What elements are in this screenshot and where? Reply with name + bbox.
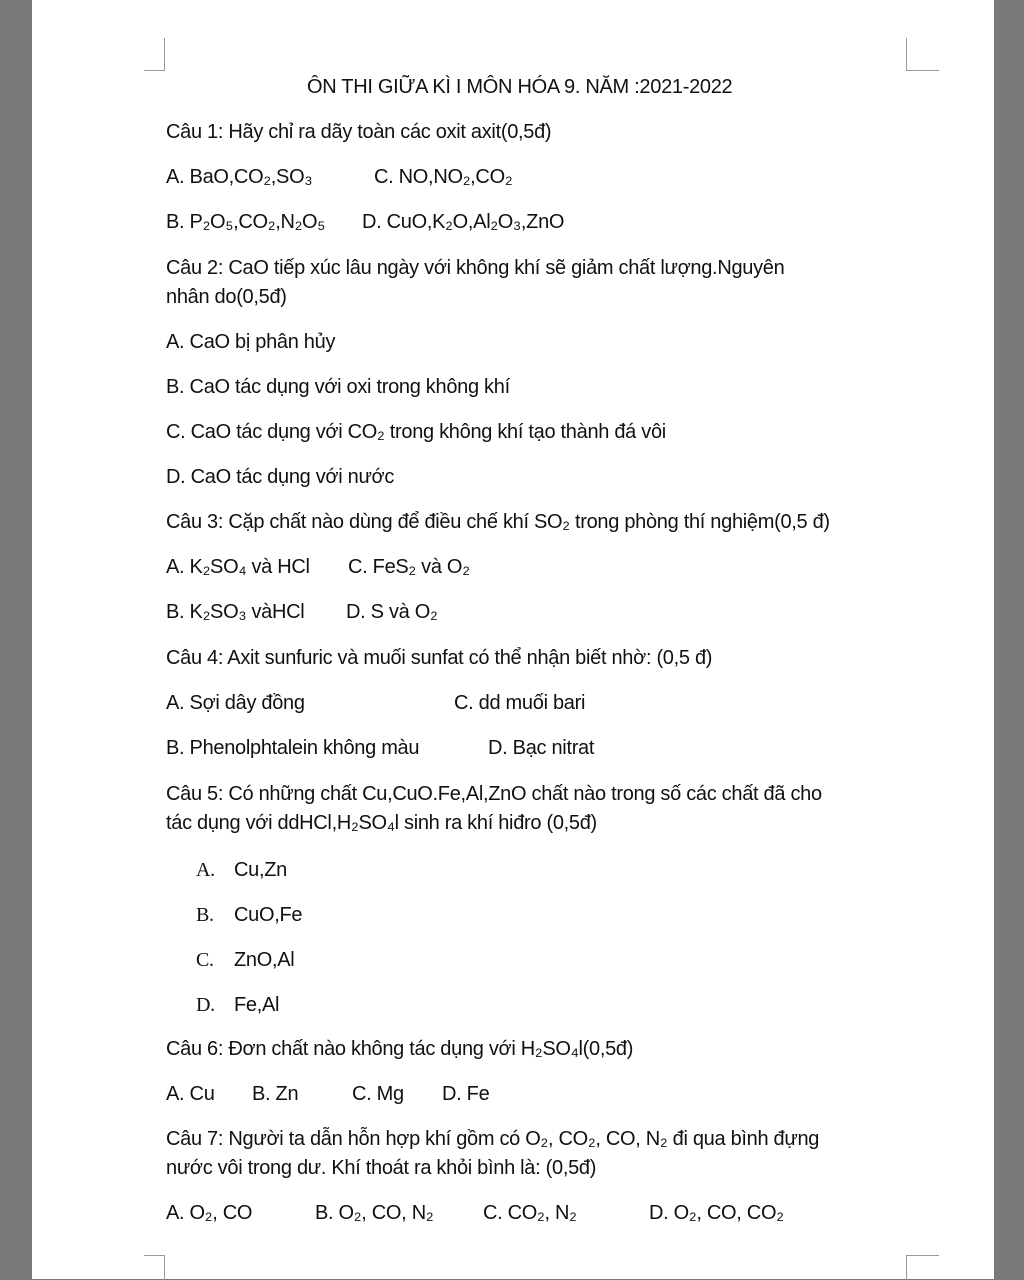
question-1-option-a: A. BaO,CO₂,SO₃ [166, 166, 313, 188]
question-5-option-d-label: D. [196, 994, 215, 1016]
question-6-option-c: C. Mg [352, 1083, 404, 1105]
question-6-option-d: D. Fe [442, 1083, 490, 1105]
question-3-option-c: C. FeS₂ và O₂ [348, 556, 470, 578]
question-1-option-c: C. NO,NO₂,CO₂ [374, 166, 513, 188]
question-3-option-d: D. S và O₂ [346, 601, 438, 623]
question-7-option-d: D. O₂, CO, CO₂ [649, 1202, 784, 1224]
question-5-option-a: Cu,Zn [234, 859, 287, 881]
question-7-option-c: C. CO₂, N₂ [483, 1202, 577, 1224]
question-5-option-c: ZnO,Al [234, 949, 295, 971]
question-5-option-b-label: B. [196, 904, 214, 926]
question-7-prompt-line-1: Câu 7: Người ta dẫn hỗn hợp khí gồm có O₂, CO₂, CO, N₂ đi qua bình đựng [166, 1128, 820, 1150]
question-6-prompt: Câu 6: Đơn chất nào không tác dụng với H₂SO₄l(0,5đ) [166, 1038, 634, 1060]
question-5-option-d: Fe,Al [234, 994, 280, 1016]
question-2-option-b: B. CaO tác dụng với oxi trong không khí [166, 376, 510, 398]
question-2-prompt-line-1: Câu 2: CaO tiếp xúc lâu ngày với không khí sẽ giảm chất lượng.Nguyên [166, 257, 785, 279]
question-1-prompt: Câu 1: Hãy chỉ ra dãy toàn các oxit axit(0,5đ) [166, 121, 552, 143]
question-6-option-b: B. Zn [252, 1083, 299, 1105]
question-2-option-a: A. CaO bị phân hủy [166, 331, 336, 353]
crop-mark-top-left [144, 38, 165, 71]
question-1-option-d: D. CuO,K₂O,Al₂O₃,ZnO [362, 211, 565, 233]
question-7-option-a: A. O₂, CO [166, 1202, 253, 1224]
question-3-option-b: B. K₂SO₃ vàHCl [166, 601, 305, 623]
question-7-prompt-line-2: nước vôi trong dư. Khí thoát ra khỏi bình là: (0,5đ) [166, 1157, 597, 1179]
question-2-prompt-line-2: nhân do(0,5đ) [166, 286, 287, 308]
crop-mark-bottom-right [906, 1255, 939, 1280]
document-page [32, 0, 994, 1279]
crop-mark-bottom-left [144, 1255, 165, 1280]
question-1-option-b: B. P₂O₅,CO₂,N₂O₅ [166, 211, 326, 233]
question-5-option-b: CuO,Fe [234, 904, 303, 926]
question-2-option-d: D. CaO tác dụng với nước [166, 466, 395, 488]
question-4-option-a: A. Sợi dây đồng [166, 692, 305, 714]
question-4-option-b: B. Phenolphtalein không màu [166, 737, 420, 759]
question-4-prompt: Câu 4: Axit sunfuric và muối sunfat có thể nhận biết nhờ: (0,5 đ) [166, 647, 713, 669]
question-5-option-c-label: C. [196, 949, 214, 971]
question-5-prompt-line-1: Câu 5: Có những chất Cu,CuO.Fe,Al,ZnO chất nào trong số các chất đã cho [166, 783, 822, 805]
question-2-option-c: C. CaO tác dụng với CO₂ trong không khí tạo thành đá vôi [166, 421, 666, 443]
crop-mark-top-right [906, 38, 939, 71]
question-5-option-a-label: A. [196, 859, 215, 881]
question-3-prompt: Câu 3: Cặp chất nào dùng để điều chế khí SO₂ trong phòng thí nghiệm(0,5 đ) [166, 511, 830, 533]
question-6-option-a: A. Cu [166, 1083, 215, 1105]
question-3-option-a: A. K₂SO₄ và HCl [166, 556, 310, 578]
question-5-prompt-line-2: tác dụng với ddHCl,H₂SO₄l sinh ra khí hiđro (0,5đ) [166, 812, 597, 834]
document-title: ÔN THI GIỮA KÌ I MÔN HÓA 9. NĂM :2021-2022 [307, 76, 733, 98]
question-7-option-b: B. O₂, CO, N₂ [315, 1202, 434, 1224]
question-4-option-c: C. dd muối bari [454, 692, 586, 714]
question-4-option-d: D. Bạc nitrat [488, 737, 595, 759]
